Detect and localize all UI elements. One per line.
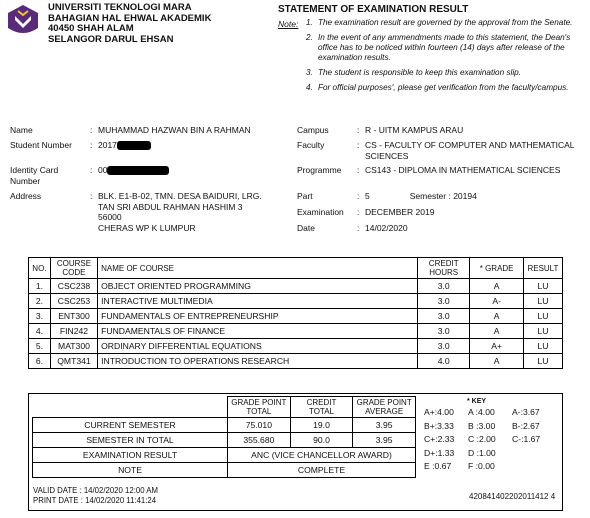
note-item: 2. In the event of any ammendments made to this statement, the Dean's office has to be noticed within fourteen (14) days after release of the examination results. xyxy=(306,33,571,62)
university-name: UNIVERSITI TEKNOLOGI MARA xyxy=(48,2,192,13)
footer-dates xyxy=(33,486,158,505)
summary-header-row: GRADE POINT TOTAL CREDIT TOTAL GRADE POINT AVERAGE xyxy=(33,397,416,418)
valid-date: VALID DATE : 14/02/2020 12:00 AM xyxy=(33,486,158,495)
identity-card-number: 00 xyxy=(98,165,302,191)
student-number: 2017 xyxy=(98,140,302,165)
note-item: 3. The student is responsible to keep this examination slip. xyxy=(306,68,521,77)
table-row: CURRENT SEMESTER 75.010 19.0 3.95 xyxy=(33,418,416,433)
table-row: 1. CSC238 OBJECT ORIENTED PROGRAMMING 3.0 A LU xyxy=(29,279,563,294)
examination-result-value: ANC (VICE CHANCELLOR AWARD) xyxy=(228,448,416,463)
university-logo xyxy=(6,4,40,38)
table-row: 3. ENT300 FUNDAMENTALS OF ENTREPRENEURSHIP 3.0 A LU xyxy=(29,309,563,324)
programme-value: CS143 - DIPLOMA IN MATHEMATICAL SCIENCES xyxy=(365,165,561,175)
note-item: 1. The examination result are governed by the approval from the Senate. xyxy=(306,18,573,27)
faculty-value: CS - FACULTY OF COMPUTER AND MATHEMATICAL SCIENCES xyxy=(365,140,575,161)
date-value: 14/02/2020 xyxy=(365,223,408,233)
key-title: * KEY xyxy=(467,398,487,405)
note-label: Note: xyxy=(278,19,299,29)
notes-list xyxy=(306,18,588,98)
redaction-mark xyxy=(107,166,169,175)
print-date: PRINT DATE : 14/02/2020 11:41:24 xyxy=(33,495,157,505)
table-row: EXAMINATION RESULT ANC (VICE CHANCELLOR AWARD) xyxy=(33,448,416,463)
statement-title: STATEMENT OF EXAMINATION RESULT xyxy=(278,4,469,15)
redaction-mark xyxy=(117,141,151,150)
semester-value: 20194 xyxy=(453,191,477,201)
table-row: SEMESTER IN TOTAL 355.680 90.0 3.95 xyxy=(33,433,416,448)
table-row: NOTE COMPLETE xyxy=(33,463,416,478)
note-item: 4. For official purposes', please get verification from the faculty/campus. xyxy=(306,83,569,92)
summary-table xyxy=(32,396,416,478)
student-address: BLK. E1-B-02, TMN. DESA BAIDURI, LRG. TAN SRI ABDUL RAHMAN HASHIM 3 56000 CHERAS WP K LUMPUR xyxy=(98,191,262,233)
examination-value: DECEMBER 2019 xyxy=(365,207,435,217)
part-value: 5 xyxy=(365,191,370,201)
table-row: 5. MAT300 ORDINARY DIFFERENTIAL EQUATIONS 3.0 A+ LU xyxy=(29,339,563,354)
table-row: 2. CSC253 INTERACTIVE MULTIMEDIA 3.0 A- LU xyxy=(29,294,563,309)
note-value: COMPLETE xyxy=(228,463,416,478)
student-info-right: Campus : R - UITM KAMPUS ARAU Faculty : CS - FACULTY OF COMPUTER AND MATHEMATICAL SCIENCES Programme : CS143 - DIPLOMA IN MATHEMATICAL SCIENCES Part : 5 Semester : 20194 Examination : DECEMBER 2019 Date : 14/02/2020 xyxy=(297,125,585,237)
grade-key: A+:4.00 A :4.00 A-:3.67 B+:3.33 B :3.00 B-:2.67 C+:2.33 C :2.00 C-:1.67 D+:1.33 D :1.00 E :0.67 F :0.00 xyxy=(424,407,541,471)
courses-table xyxy=(28,257,563,369)
campus-value: R - UITM KAMPUS ARAU xyxy=(365,125,464,135)
courses-header-row: NO. COURSE CODE NAME OF COURSE CREDIT HOURS * GRADE RESULT xyxy=(29,258,563,279)
table-row: 6. QMT341 INTRODUCTION TO OPERATIONS RESEARCH 4.0 A LU xyxy=(29,354,563,369)
reference-number: 420841402202011412 4 xyxy=(469,492,556,501)
university-address: UNIVERSITI TEKNOLOGI MARA BAHAGIAN HAL EHWAL AKADEMIK 40450 SHAH ALAM SELANGOR DARUL EHSAN xyxy=(48,2,212,45)
student-info-left: Name : MUHAMMAD HAZWAN BIN A RAHMAN Student Number : 2017 Identity Card Number : 00 Address : BLK. E1-B-02, TMN. DESA BAIDURI, LRG. TAN SRI ABDUL RAHMAN HASHIM 3 56000 CHERAS WP K LUMPUR xyxy=(10,125,302,233)
student-name: MUHAMMAD HAZWAN BIN A RAHMAN xyxy=(98,125,251,135)
table-row: 4. FIN242 FUNDAMENTALS OF FINANCE 3.0 A LU xyxy=(29,324,563,339)
